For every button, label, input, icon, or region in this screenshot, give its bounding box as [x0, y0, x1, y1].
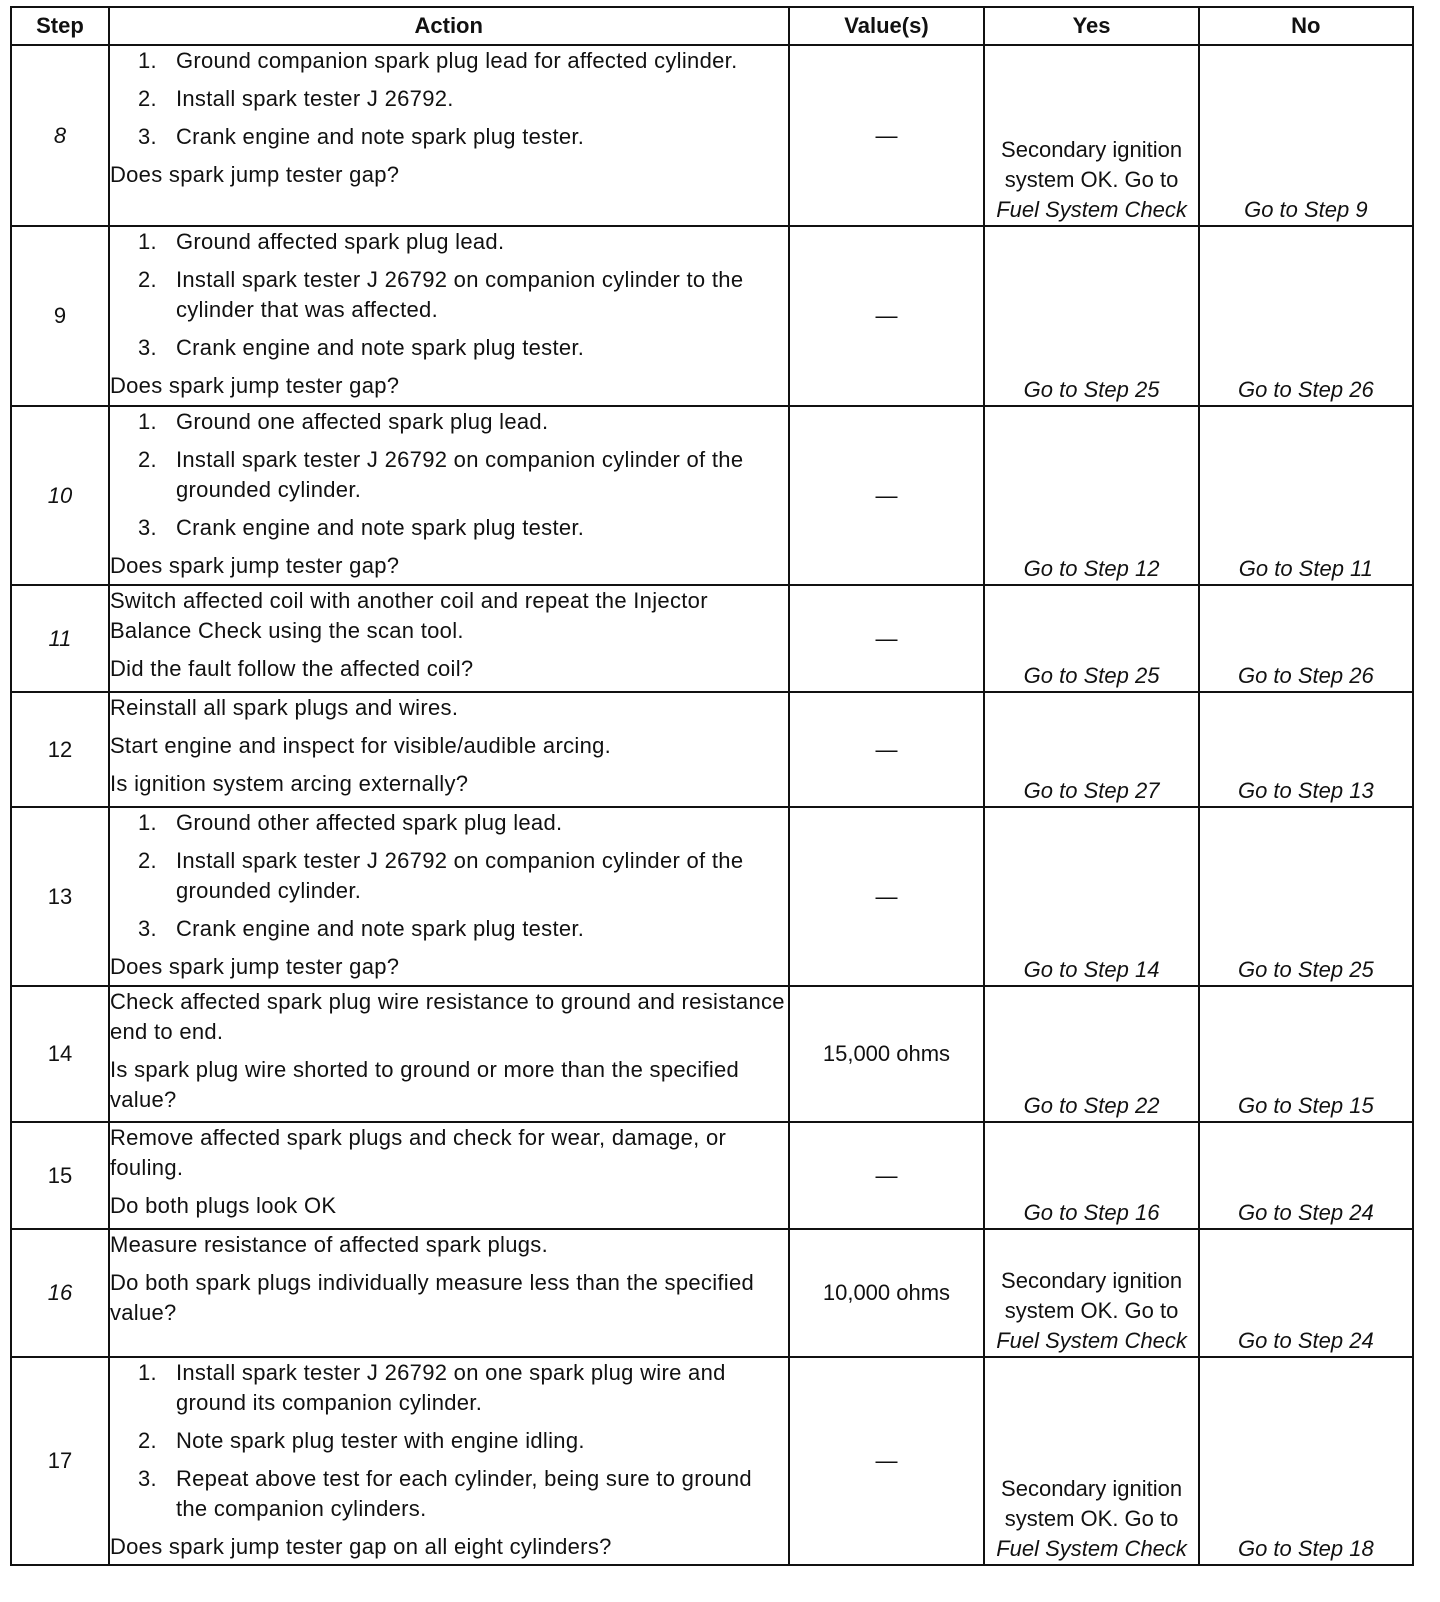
- diagnostic-table: [10, 6, 1414, 1566]
- action-item: 3. Crank engine and note spark plug tester.: [137, 916, 585, 941]
- header-row: [11, 7, 1413, 45]
- action-item: 2. Install spark tester J 26792 on companion cylinder to the cylinder that was affected.: [137, 267, 744, 322]
- value-cell: —: [789, 585, 985, 692]
- value-cell: —: [789, 226, 985, 406]
- table-row: [11, 585, 1413, 692]
- step-number: 16: [11, 1229, 109, 1357]
- table-row: [11, 45, 1413, 226]
- step-number: 11: [11, 585, 109, 692]
- header-step: Step: [11, 7, 109, 45]
- step-number: 9: [11, 226, 109, 406]
- action-question: Does spark jump tester gap?: [109, 954, 400, 979]
- table-row: [11, 1229, 1413, 1357]
- action-question: Does spark jump tester gap?: [109, 162, 400, 187]
- action-question: Do both plugs look OK: [109, 1193, 337, 1218]
- value-cell: 15,000 ohms: [789, 986, 985, 1122]
- action-cell: [109, 986, 789, 1122]
- action-list: [110, 808, 788, 944]
- step-number: 14: [11, 986, 109, 1122]
- action-question: Do both spark plugs individually measure less than the specified value?: [109, 1270, 755, 1325]
- action-question: Did the fault follow the affected coil?: [109, 656, 474, 681]
- table-row: [11, 1122, 1413, 1229]
- action-list: [110, 227, 788, 363]
- no-cell: Go to Step 9: [1199, 45, 1413, 226]
- header-yes: Yes: [984, 7, 1198, 45]
- action-question: Does spark jump tester gap?: [109, 553, 400, 578]
- action-cell: [109, 1357, 789, 1565]
- action-item: 3. Crank engine and note spark plug tester.: [137, 335, 585, 360]
- step-number: 15: [11, 1122, 109, 1229]
- yes-cell: Go to Step 12: [984, 406, 1198, 585]
- value-cell: —: [789, 1357, 985, 1565]
- yes-cell: Go to Step 25: [984, 226, 1198, 406]
- value-cell: —: [789, 807, 985, 986]
- action-list: [110, 46, 788, 152]
- action-paragraph: Reinstall all spark plugs and wires.: [109, 695, 459, 720]
- yes-cell: Secondary ignition system OK. Go to Fuel System Check: [984, 1229, 1198, 1357]
- value-cell: —: [789, 692, 985, 807]
- yes-cell: Go to Step 25: [984, 585, 1198, 692]
- action-item: 1. Install spark tester J 26792 on one spark plug wire and ground its companion cylinder.: [137, 1360, 726, 1415]
- action-question: Does spark jump tester gap on all eight cylinders?: [109, 1534, 612, 1559]
- yes-cell: Go to Step 16: [984, 1122, 1198, 1229]
- action-item: 2. Note spark plug tester with engine idling.: [137, 1428, 585, 1453]
- action-item: 3. Crank engine and note spark plug tester.: [137, 124, 585, 149]
- action-paragraph: Measure resistance of affected spark plugs.: [109, 1232, 549, 1257]
- action-item: 1. Ground companion spark plug lead for affected cylinder.: [137, 48, 738, 73]
- yes-cell: Go to Step 22: [984, 986, 1198, 1122]
- action-question: Is ignition system arcing externally?: [109, 771, 469, 796]
- action-list: [110, 1358, 788, 1524]
- action-item: 2. Install spark tester J 26792.: [137, 86, 454, 111]
- yes-cell: Go to Step 27: [984, 692, 1198, 807]
- no-cell: Go to Step 24: [1199, 1122, 1413, 1229]
- step-number: 10: [11, 406, 109, 585]
- no-cell: Go to Step 18: [1199, 1357, 1413, 1565]
- action-paragraph: Switch affected coil with another coil and repeat the Injector Balance Check using the scan tool.: [109, 588, 708, 643]
- yes-cell: Go to Step 14: [984, 807, 1198, 986]
- action-item: 1. Ground other affected spark plug lead.: [137, 810, 563, 835]
- no-cell: Go to Step 13: [1199, 692, 1413, 807]
- step-number: 13: [11, 807, 109, 986]
- action-cell: [109, 585, 789, 692]
- action-paragraph: Start engine and inspect for visible/audible arcing.: [109, 733, 612, 758]
- header-action: Action: [109, 7, 789, 45]
- action-cell: [109, 807, 789, 986]
- action-question: Does spark jump tester gap?: [109, 373, 400, 398]
- action-cell: [109, 692, 789, 807]
- action-item: 1. Ground affected spark plug lead.: [137, 229, 505, 254]
- no-cell: Go to Step 26: [1199, 585, 1413, 692]
- header-no: No: [1199, 7, 1413, 45]
- value-cell: —: [789, 45, 985, 226]
- action-item: 3. Repeat above test for each cylinder, being sure to ground the companion cylinders.: [137, 1466, 752, 1521]
- no-cell: Go to Step 26: [1199, 226, 1413, 406]
- header-values: Value(s): [789, 7, 985, 45]
- value-cell: 10,000 ohms: [789, 1229, 985, 1357]
- value-cell: —: [789, 1122, 985, 1229]
- table-row: [11, 807, 1413, 986]
- action-paragraph: Remove affected spark plugs and check for wear, damage, or fouling.: [109, 1125, 727, 1180]
- no-cell: Go to Step 11: [1199, 406, 1413, 585]
- table-row: [11, 986, 1413, 1122]
- step-number: 17: [11, 1357, 109, 1565]
- yes-cell: Secondary ignition system OK. Go to Fuel System Check: [984, 45, 1198, 226]
- action-cell: [109, 226, 789, 406]
- table-row: [11, 406, 1413, 585]
- action-paragraph: Check affected spark plug wire resistance to ground and resistance end to end.: [109, 989, 785, 1044]
- action-cell: [109, 1122, 789, 1229]
- yes-cell: Secondary ignition system OK. Go to Fuel System Check: [984, 1357, 1198, 1565]
- action-item: 2. Install spark tester J 26792 on companion cylinder of the grounded cylinder.: [137, 447, 744, 502]
- value-cell: —: [789, 406, 985, 585]
- no-cell: Go to Step 25: [1199, 807, 1413, 986]
- no-cell: Go to Step 24: [1199, 1229, 1413, 1357]
- action-cell: [109, 1229, 789, 1357]
- table-row: [11, 226, 1413, 406]
- action-item: 1. Ground one affected spark plug lead.: [137, 409, 549, 434]
- action-cell: [109, 45, 789, 226]
- action-item: 3. Crank engine and note spark plug tester.: [137, 515, 585, 540]
- action-question: Is spark plug wire shorted to ground or more than the specified value?: [109, 1057, 740, 1112]
- table-row: [11, 692, 1413, 807]
- action-item: 2. Install spark tester J 26792 on companion cylinder of the grounded cylinder.: [137, 848, 744, 903]
- action-cell: [109, 406, 789, 585]
- action-list: [110, 407, 788, 543]
- table-row: [11, 1357, 1413, 1565]
- no-cell: Go to Step 15: [1199, 986, 1413, 1122]
- step-number: 12: [11, 692, 109, 807]
- step-number: 8: [11, 45, 109, 226]
